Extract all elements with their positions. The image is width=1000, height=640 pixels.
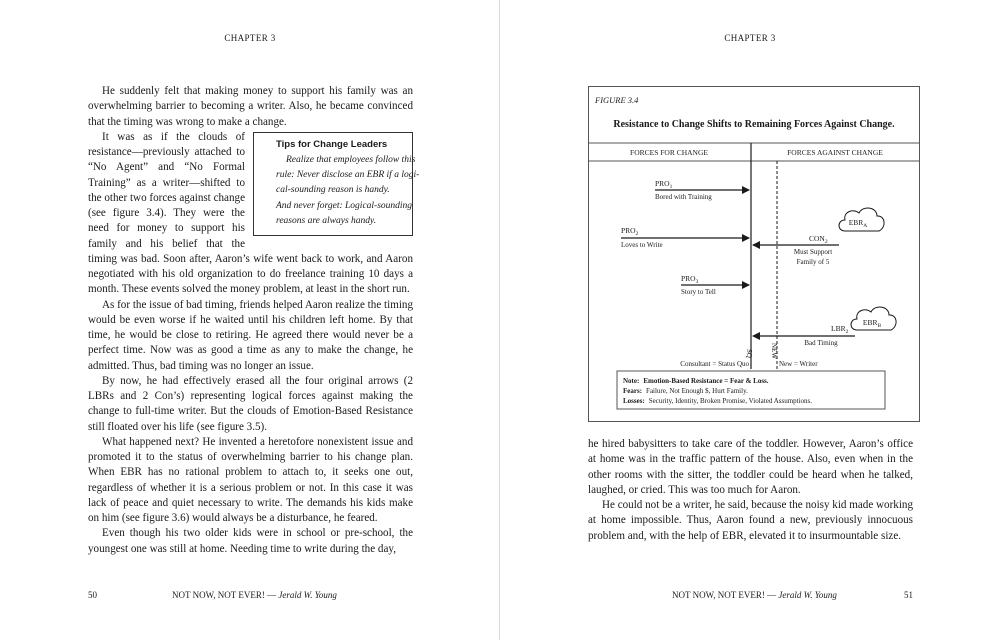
footer-left bbox=[172, 590, 337, 600]
pro3-desc: Story to Tell bbox=[681, 288, 716, 296]
col-header-for: FORCES FOR CHANGE bbox=[630, 148, 708, 157]
con2-desc-2: Family of 5 bbox=[796, 258, 830, 266]
ebr-b-label: $EBR_B$ bbox=[862, 318, 882, 329]
tips-line: Realize that employees follow this bbox=[286, 154, 416, 165]
status-quo-caption: Consultant = Status Quo bbox=[680, 360, 749, 368]
tips-title: Tips for Change Leaders bbox=[276, 138, 388, 150]
running-head-right: CHAPTER 3 bbox=[724, 33, 776, 43]
pro3-label: $PRO_3$ bbox=[681, 274, 699, 285]
page-number-right: 51 bbox=[904, 590, 913, 600]
lbr2-label: $LBR_2$ bbox=[831, 324, 849, 335]
note-line: Note: Emotion-Based Resistance = Fear & Loss. bbox=[623, 377, 769, 385]
footer-right bbox=[672, 590, 837, 600]
footer-author: Jerald W. Young bbox=[778, 590, 837, 600]
tips-line: And never forget: Logical-sounding bbox=[276, 200, 413, 211]
paragraph: Even though his two older kids were in school or pre-school, the youngest one was still at home. Needing time to write during the day, bbox=[88, 527, 413, 555]
left-body-text bbox=[88, 84, 420, 557]
pro1-label: $PRO_1$ bbox=[655, 179, 673, 190]
losses-line: Losses: Security, Identity, Broken Promise, Violated Assumptions. bbox=[623, 397, 813, 405]
paragraph: he hired babysitters to take care of the toddler. However, Aaron’s office at home was in the traffic pattern of the house. Also, even when in the other rooms with the sitter, the toddler could be heard when he talked, laughed, or cried. This was too much for Aaron. bbox=[588, 438, 913, 496]
figure-label: FIGURE 3.4 bbox=[595, 95, 639, 105]
paragraph: What happened next? He invented a heretofore nonexistent issue and promoted it to the status of overwhelming barrier to his change plan. When EBR has no rational problem to attach to, it seeks one out, regardless of whether it is a serious problem or not. In this case it was lack of peace and quiet necessary to write. The demands his kids make on him (see figure 3.6) would always be a disturbance, he feared. bbox=[88, 435, 413, 524]
pro2-label: $PRO_2$ bbox=[621, 226, 639, 237]
lbr2-desc: Bad Timing bbox=[804, 339, 838, 347]
pro2-desc: Loves to Write bbox=[621, 241, 663, 249]
con2-desc-1: Must Support bbox=[793, 248, 833, 256]
running-head-left: CHAPTER 3 bbox=[224, 33, 276, 43]
right-body-text bbox=[588, 437, 913, 544]
paragraph-text: It was as if the clouds of resistance—previously attached to “No Agent” and “No Formal Training” as a writer—shifted to the other two forces against change (see figure 3.4). They were the need for money to support his family and his belief that the timing was bad. Soon after, Aaron’s wife went back to work, and Aaron negotiated with his old organization to do freelance training 10 days a month. These events solved the money problem, at least in the short run. bbox=[88, 130, 413, 296]
page-number-left: 50 bbox=[88, 590, 97, 600]
footer-title: NOT NOW, NOT EVER! — bbox=[172, 590, 277, 600]
pro1-desc: Bored with Training bbox=[655, 193, 712, 201]
paragraph: He could not be a writer, he said, because the noisy kid made working at home impossible. Thus, Aaron found a new, previously innocuous problem and, with the help of EBR, elevated it to insurmountable size. bbox=[588, 499, 914, 542]
sq-label: SQ bbox=[745, 349, 753, 358]
new-label: NEW bbox=[770, 343, 778, 359]
tips-line: rule: Never disclose an EBR if a logi- bbox=[276, 170, 420, 181]
paragraph: By now, he had effectively erased all the four original arrows (2 LBRs and 2 Con’s) representing logical forces against making the change to full-time writer. But the clouds of Emotion-Based Resistance still floated over his life (see figure 3.5). bbox=[88, 374, 413, 433]
tips-line: cal-sounding reason is handy. bbox=[276, 185, 390, 196]
ebr-a-label: $EBR_A$ bbox=[848, 218, 868, 229]
tips-line: reasons are always handy. bbox=[276, 215, 377, 226]
paragraph: He suddenly felt that making money to support his family was an overwhelming barrier to becoming a writer. Also, he became convinced that the timing was wrong to make a change. bbox=[88, 85, 413, 128]
con2-label: $CON_2$ bbox=[809, 234, 828, 245]
figure-3-4 bbox=[588, 86, 920, 422]
tips-sidebar bbox=[253, 132, 420, 236]
footer-author: Jerald W. Young bbox=[278, 590, 337, 600]
figure-title: Resistance to Change Shifts to Remaining Forces Against Change. bbox=[613, 119, 895, 130]
col-header-against: FORCES AGAINST CHANGE bbox=[787, 148, 883, 157]
paragraph bbox=[88, 130, 420, 298]
new-writer-caption: New = Writer bbox=[779, 360, 818, 368]
fears-line: Fears: Failure, Not Enough $, Hurt Family. bbox=[623, 387, 748, 395]
paragraph: As for the issue of bad timing, friends helped Aaron realize the timing would be even worse if he waited until his children left home. By that time, he would be close to retiring. He agreed there would never be a perfect time. Now was as good a time as any to make the change, he admitted. Thus, bad timing was no longer an issue. bbox=[88, 298, 413, 372]
footer-title: NOT NOW, NOT EVER! — bbox=[672, 590, 777, 600]
